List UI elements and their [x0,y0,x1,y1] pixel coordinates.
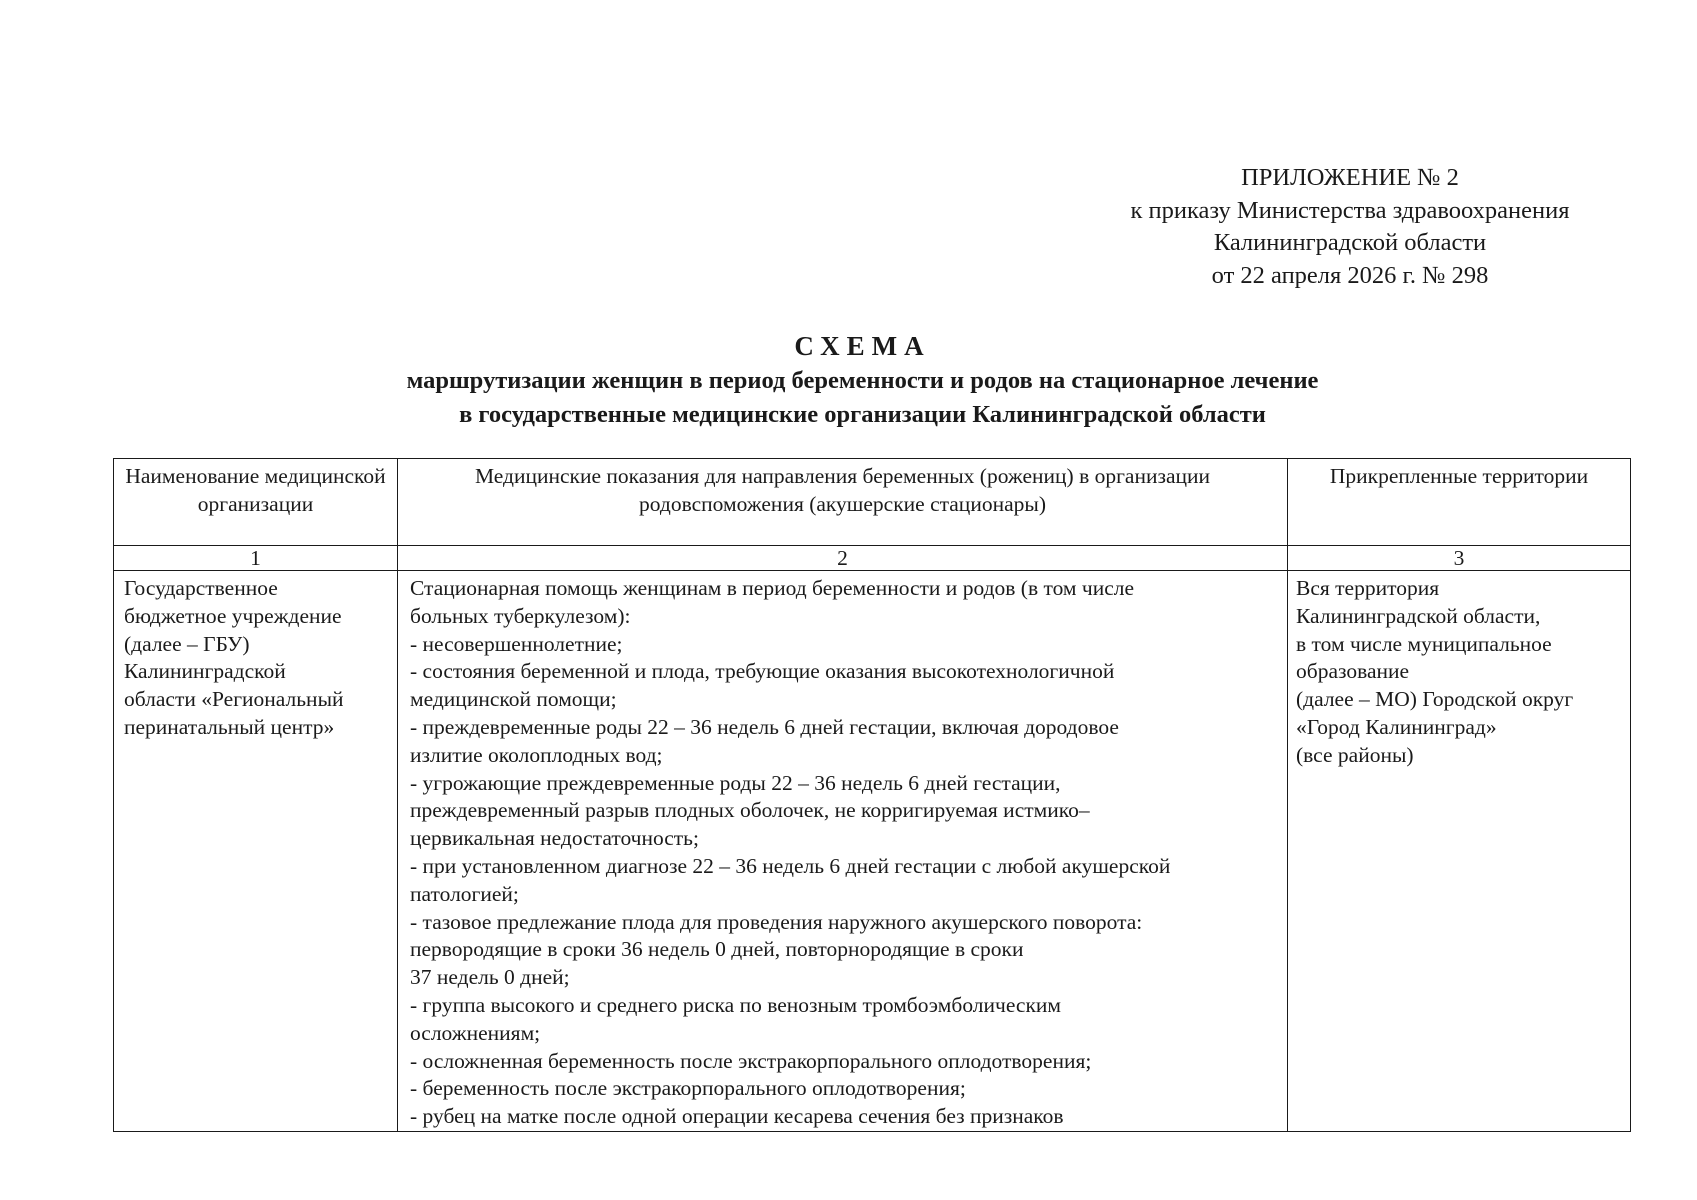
title-main: СХЕМА [794,331,931,361]
indications-line: - тазовое предлежание плода для проведения наружного акушерского поворота: [410,909,1143,934]
territory-line: Вся территория [1296,576,1440,600]
territory-line: «Город Калининград» [1296,714,1497,739]
organization-line: бюджетное учреждение [124,603,342,628]
document-title [0,328,1697,432]
table-column-numbers-row [114,546,1631,571]
territory-line: образование [1296,659,1410,684]
territory-line: в том числе муниципальное [1296,631,1552,656]
indications-cell [398,571,1288,1132]
indications-line: цервикальная недостаточность; [410,826,699,851]
indications-line: медицинской помощи; [410,687,617,712]
indications-line: - беременность после экстракорпорального оплодотворения; [410,1076,966,1101]
title-subtitle-line-1: маршрутизации женщин в период беременности и родов на стационарное лечение [406,367,1319,394]
indications-line: больных туберкулезом): [410,603,631,628]
indications-line: - рубец на матке после одной операции кесарева сечения без признаков [410,1104,1064,1129]
routing-table [113,458,1631,1132]
header-organization: Наименование медицинской организации [114,459,398,546]
title-subtitle-line-2: в государственные медицинские организации Калининградской области [459,401,1266,428]
organization-line: (далее – ГБУ) [124,631,250,656]
indications-line: первородящие в сроки 36 недель 0 дней, повторнородящие в сроки [410,937,1024,962]
organization-cell [114,571,398,1132]
organization-line: перинатальный центр» [124,714,335,739]
region-name: Калининградской области [1213,229,1487,256]
appendix-header [1080,162,1620,292]
indications-line: Стационарная помощь женщинам в период беременности и родов (в том числе [410,576,1135,600]
indications-line: излитие околоплодных вод; [410,742,663,767]
indications-line: - несовершеннолетние; [410,631,623,656]
indications-line: - угрожающие преждевременные роды 22 – 36 недель 6 дней гестации, [410,770,1061,795]
territory-cell [1288,571,1631,1132]
table-header-row [114,459,1631,546]
header-territories: Прикрепленные территории [1288,459,1631,546]
territory-line: (далее – МО) Городской округ [1296,687,1574,712]
indications-line: преждевременный разрыв плодных оболочек, не корригируемая истмико– [410,798,1090,823]
indications-line: патологией; [410,881,519,906]
organization-line: Государственное [124,576,278,600]
indications-line: 37 недель 0 дней; [410,965,570,990]
table-row [114,571,1631,1132]
territory-line: (все районы) [1296,742,1414,767]
order-reference: к приказу Министерства здравоохранения [1130,196,1570,224]
column-number-2: 2 [398,546,1288,571]
column-number-3: 3 [1288,546,1631,571]
organization-line: области «Региональный [124,687,344,712]
territory-line: Калининградской области, [1296,603,1541,628]
indications-line: - преждевременные роды 22 – 36 недель 6 дней гестации, включая дородовое [410,714,1119,739]
order-date: от 22 апреля 2026 г. № 298 [1211,261,1489,289]
indications-line: - группа высокого и среднего риска по венозным тромбоэмболическим [410,992,1062,1017]
indications-line: - при установленном диагнозе 22 – 36 недель 6 дней гестации с любой акушерской [410,853,1171,878]
indications-line: осложнениям; [410,1020,541,1045]
indications-line: - осложненная беременность после экстракорпорального оплодотворения; [410,1048,1092,1073]
column-number-1: 1 [114,546,398,571]
organization-line: Калининградской [124,659,286,684]
header-indications: Медицинские показания для направления беременных (рожениц) в организации родовспоможения (акушерские стационары) [398,459,1288,546]
indications-line: - состояния беременной и плода, требующие оказания высокотехнологичной [410,659,1115,684]
appendix-number: ПРИЛОЖЕНИЕ № 2 [1241,164,1459,191]
